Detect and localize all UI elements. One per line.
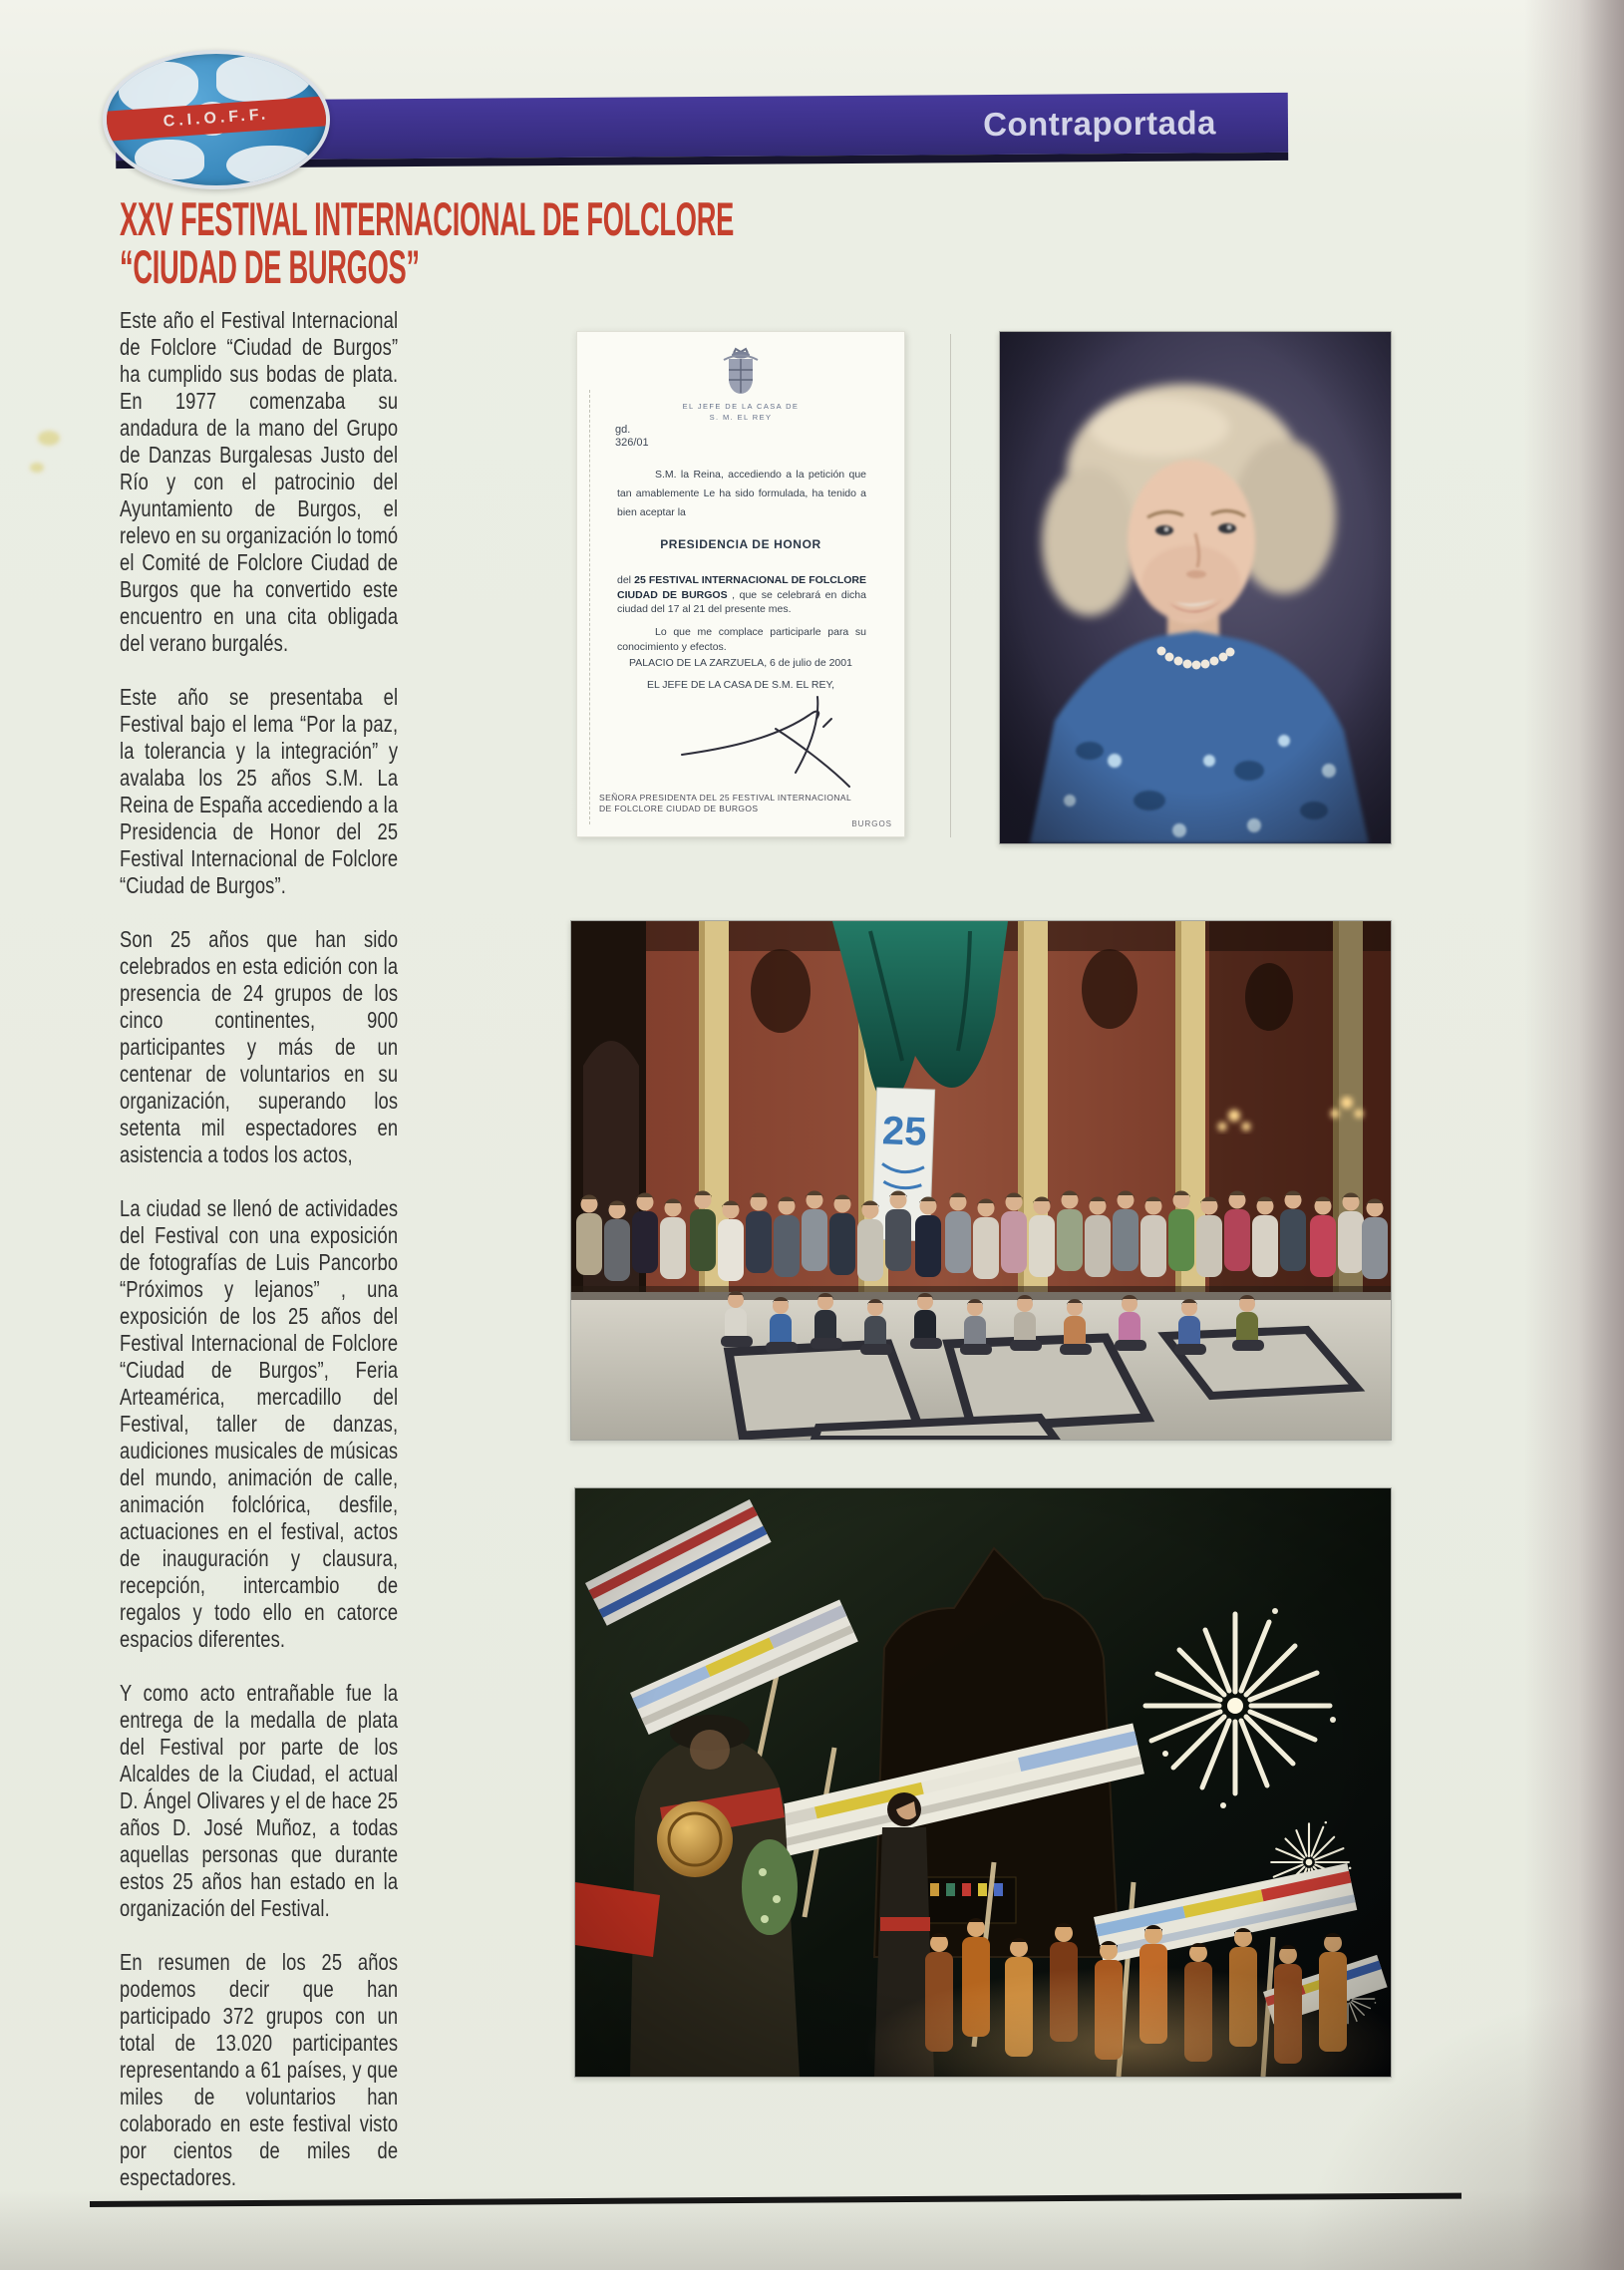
- globe-icon: [103, 50, 330, 189]
- cioff-logo: [103, 50, 330, 189]
- page-seam-line: [950, 334, 951, 837]
- section-label: Contraportada: [982, 104, 1217, 144]
- page-title: [120, 192, 1178, 293]
- letter-body-3: Lo que me complace participarle para su conocimiento y efectos.: [617, 626, 866, 653]
- letterhead-line-2: S. M. EL REY: [709, 413, 773, 422]
- letter-signer: EL JEFE DE LA CASA DE S.M. EL REY,: [646, 679, 835, 691]
- royal-letter-document: [576, 331, 905, 837]
- royal-crest-icon: [721, 346, 761, 403]
- paragraph: Son 25 años que han sido celebrados en esta edición con la presencia de 24 grupos de los cinco continentes, 900 participantes y más de un centenar de voluntarios en su organización, superando los setenta mil espectadores en asistencia a todos los actos,: [120, 926, 399, 1167]
- letterhead-line-1: EL JEFE DE LA CASA DE: [682, 402, 800, 411]
- paragraph: Este año se presentaba el Festival bajo el lema “Por la paz, la tolerancia y la integración” y avalaba los 25 años S.M. La Reina de España accediendo a la Presidencia de Honor del 25 Festival Internacional de Folclore “Ciudad de Burgos”.: [120, 684, 399, 898]
- letter-place-date: PALACIO DE LA ZARZUELA, 6 de julio de 2001: [629, 657, 852, 669]
- letter-reference: gd. 326/01: [615, 424, 649, 449]
- letter-body-2: del 25 FESTIVAL INTERNACIONAL DE FOLCLORE CIUDAD DE BURGOS , que se celebrará en dicha ciudad del 17 al 21 del presente mes.: [617, 574, 866, 615]
- fireworks-parade-photo: [574, 1487, 1392, 2078]
- group-photo-hall: [570, 920, 1392, 1441]
- title-line-2: “CIUDAD DE BURGOS”: [120, 240, 420, 293]
- paragraph: Y como acto entrañable fue la entrega de la medalla de plata del Festival por parte de los Alcaldes de la Ciudad, el actual D. Ángel Olivares y el de hace 25 años D. José Muñoz, a todas aquellas personas que durante estos 25 años han estado en la organización del Festival.: [120, 1680, 399, 1921]
- crowd-standing-row: [576, 1191, 1388, 1282]
- letter-addressee: SEÑORA PRESIDENTA DEL 25 FESTIVAL INTERNACIONAL DE FOLCLORE CIUDAD DE BURGOS: [599, 793, 852, 813]
- article-body: [120, 307, 398, 2218]
- paragraph: La ciudad se llenó de actividades del Festival con una exposición de fotografías de Luis Pancorbo “Próximos y lejanos” , una exposición de los 25 años del Festival Internacional de Folclore “Ciudad de Burgos”, Feria Arteamérica, mercadillo del Festival, taller de danzas, audiciones musicales de músicas del mundo, animación de calle, animación folclórica, desfile, actuaciones en el festival, actos de inauguración y clausura, recepción, intercambio de regalos y todo ello en catorce espacios diferentes.: [120, 1195, 399, 1652]
- paragraph: En resumen de los 25 años podemos decir que han participado 372 grupos con un total de 13.020 participantes representando a 61 países, y que miles de voluntarios han colaborado en este festival visto por cientos de miles de espectadores.: [120, 1949, 399, 2190]
- queen-portrait-photo: [999, 331, 1392, 844]
- letter-stamp: BURGOS: [851, 819, 892, 828]
- letter-body-1: S.M. la Reina, accediendo a la petición que tan amablemente Le ha sido formulada, ha tenido a bien aceptar la: [617, 469, 866, 518]
- signature: [672, 693, 871, 798]
- scan-edge-right: [1524, 0, 1624, 2270]
- letter-honor-title: PRESIDENCIA DE HONOR: [660, 537, 821, 551]
- logo-text: C.I.O.F.F.: [162, 106, 270, 131]
- paper-stain: [30, 463, 44, 473]
- title-line-1: XXV FESTIVAL INTERNACIONAL DE FOLCLORE: [120, 192, 735, 245]
- paragraph: Este año el Festival Internacional de Folclore “Ciudad de Burgos” ha cumplido sus bodas de plata. En 1977 comenzaba su andadura de la mano del Grupo de Danzas Burgalesas Justo del Río y con el patrocinio del Ayuntamiento de Burgos, el relevo en su organización lo tomó el Comité de Folclore Ciudad de Burgos que ha convertido este encuentro en una cita obligada del verano burgalés.: [120, 307, 399, 656]
- perforation-line: [589, 390, 590, 824]
- photo-banner-25: 25: [881, 1109, 928, 1154]
- paper-stain: [38, 431, 60, 446]
